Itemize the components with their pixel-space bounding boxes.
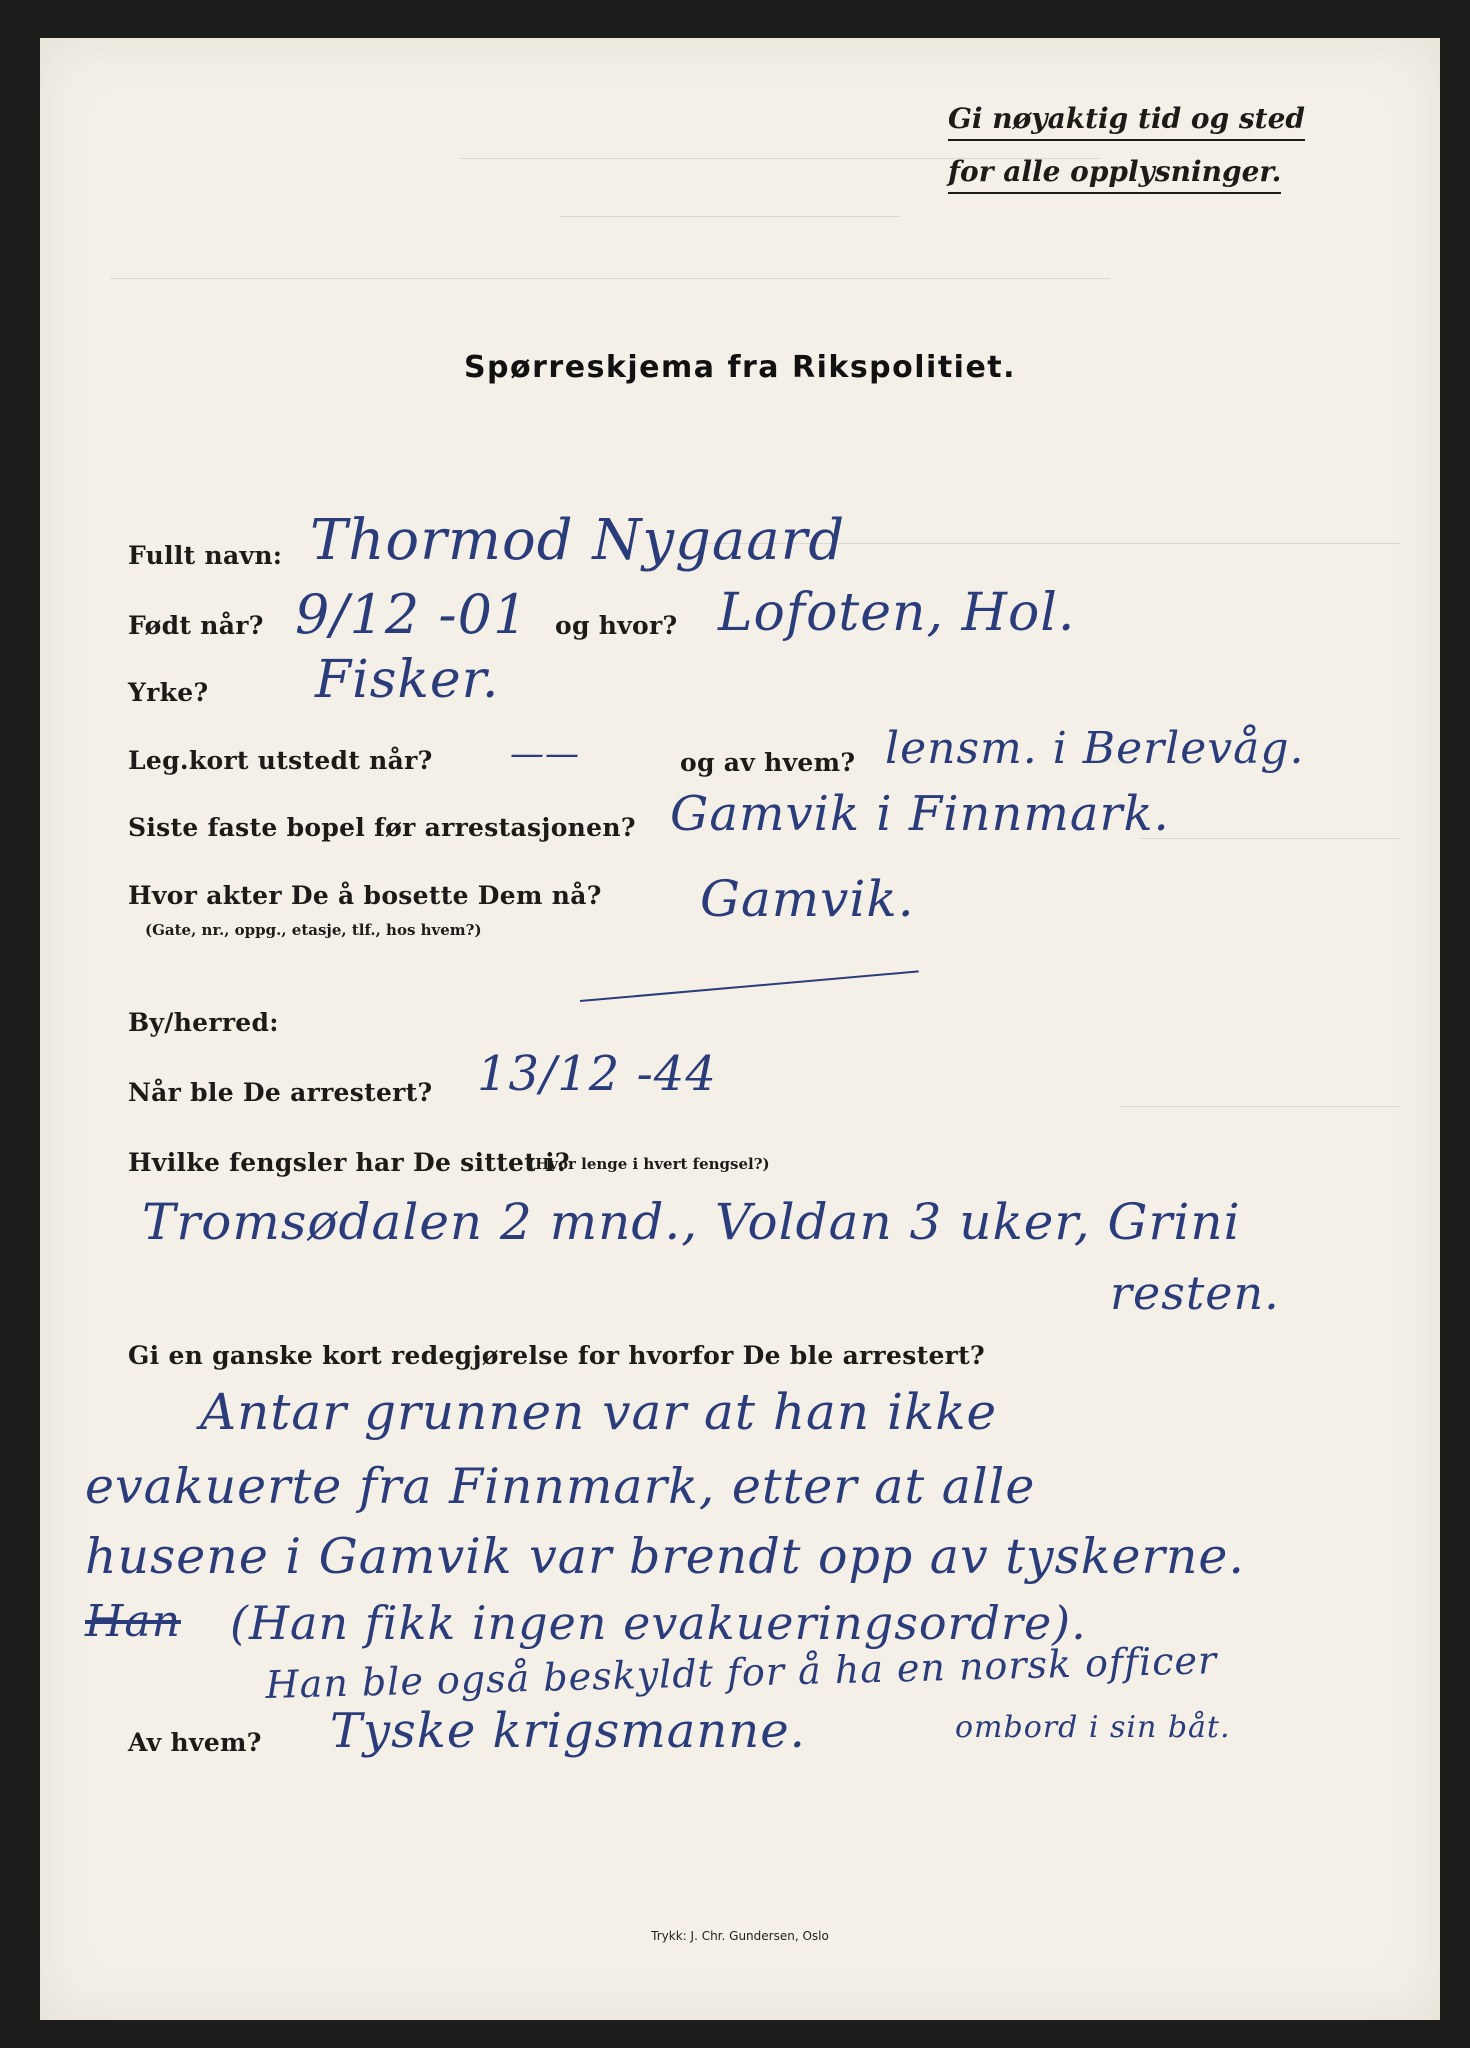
label-city: By/herred:	[128, 1008, 279, 1037]
printer-mark: Trykk: J. Chr. Gundersen, Oslo	[651, 1929, 829, 1943]
answer-last-residence: Gamvik i Finnmark.	[670, 786, 1170, 842]
answer-reason-line-2: evakuerte fra Finnmark, etter at alle	[85, 1458, 1036, 1515]
answer-reason-line-5: Han ble også beskyldt for å ha en norsk officer	[265, 1638, 1218, 1707]
answer-prisons-line-2: resten.	[1110, 1266, 1280, 1320]
label-arrested-when: Når ble De arrestert?	[128, 1078, 433, 1107]
form-sheet	[40, 38, 1440, 2020]
answer-arrested-when: 13/12 -44	[477, 1046, 717, 1102]
answer-born-when: 9/12 -01	[295, 583, 529, 646]
label-settle: Hvor akter De å bosette Dem nå?	[128, 881, 602, 910]
label-prisons: Hvilke fengsler har De sittet i?	[128, 1148, 570, 1177]
answer-reason-line-1: Antar grunnen var at han ikke	[200, 1383, 998, 1441]
answer-reason-line-3: husene i Gamvik var brendt opp av tyskerne.	[85, 1528, 1245, 1585]
label-legkort-by: og av hvem?	[680, 748, 856, 777]
answer-full-name: Thormod Nygaard	[310, 508, 846, 573]
label-reason: Gi en ganske kort redegjørelse for hvorfor De ble arrestert?	[128, 1341, 985, 1370]
bleed-through-line	[110, 278, 1110, 279]
answer-occupation: Fisker.	[315, 650, 500, 710]
answer-born-where: Lofoten, Hol.	[718, 583, 1076, 643]
bleed-through-line	[1140, 838, 1400, 839]
note-line-2: for alle opplysninger.	[948, 149, 1281, 194]
bleed-through-line	[560, 216, 900, 217]
answer-reason-line-4: (Han fikk ingen evakueringsordre).	[230, 1596, 1087, 1650]
label-last-residence: Siste faste bopel før arrestasjonen?	[128, 813, 636, 842]
answer-legkort-when: ——	[510, 734, 580, 774]
label-legkort-when: Leg.kort utstedt når?	[128, 746, 433, 775]
answer-reason-line-6: ombord i sin båt.	[955, 1710, 1231, 1745]
bleed-through-line	[1120, 1106, 1400, 1107]
label-full-name: Fullt navn:	[128, 541, 283, 570]
answer-reason-struck: Han	[85, 1596, 181, 1647]
label-born-where: og hvor?	[555, 611, 678, 640]
instruction-note	[948, 96, 1305, 202]
form-title: Spørreskjema fra Rikspolitiet.	[463, 350, 1017, 385]
label-prisons-sub: (Hvor lenge i hvert fengsel?)	[528, 1155, 770, 1173]
handwritten-dash-line	[580, 970, 919, 1002]
answer-by-whom: Tyske krigsmanne.	[330, 1703, 806, 1759]
answer-legkort-by: lensm. i Berlevåg.	[885, 723, 1305, 774]
label-occupation: Yrke?	[128, 678, 209, 707]
answer-prisons-line-1: Tromsødalen 2 mnd., Voldan 3 uker, Grini	[142, 1193, 1241, 1251]
answer-settle: Gamvik.	[700, 870, 915, 928]
note-line-1: Gi nøyaktig tid og sted	[948, 96, 1305, 141]
label-born-when: Født når?	[128, 611, 264, 640]
label-by-whom: Av hvem?	[128, 1728, 262, 1757]
label-settle-sub: (Gate, nr., oppg., etasje, tlf., hos hvem?)	[145, 921, 482, 939]
